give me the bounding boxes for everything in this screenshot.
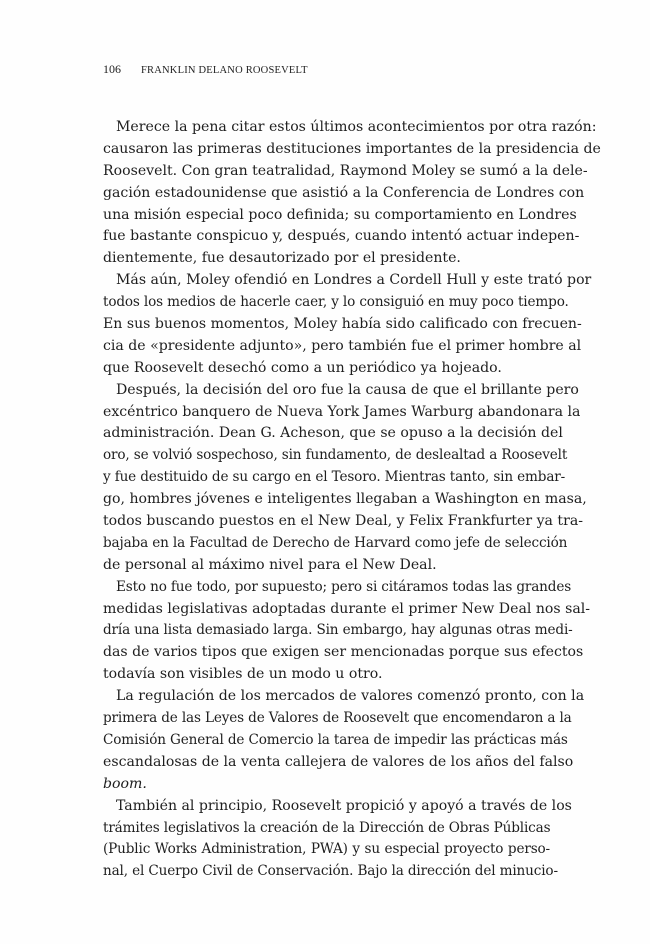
paragraph-1 bbox=[103, 117, 601, 270]
paragraph-4 bbox=[103, 577, 591, 686]
text-line: Roosevelt. Con gran teatralidad, Raymond Moley se sumó a la dele- bbox=[103, 162, 588, 179]
text-line: causaron las primeras destituciones importantes de la presidencia de bbox=[103, 140, 601, 157]
text-line: También al principio, Roosevelt propició y apoyó a través de los bbox=[116, 797, 572, 814]
text-line: de personal al máximo nivel para el New Deal. bbox=[103, 556, 437, 573]
text-line: y fue destituido de su cargo en el Tesoro. Mientras tanto, sin embar- bbox=[103, 469, 566, 486]
paragraph-2 bbox=[103, 270, 592, 379]
text-line: En sus buenos momentos, Moley había sido calificado con frecuen- bbox=[103, 316, 582, 333]
paragraph-3 bbox=[103, 380, 587, 577]
text-line: Más aún, Moley ofendió en Londres a Cordell Hull y este trató por bbox=[116, 272, 592, 289]
paragraph-5 bbox=[103, 686, 585, 795]
text-line: Merece la pena citar estos últimos acontecimientos por otra razón: bbox=[116, 119, 597, 135]
text-line: cia de «presidente adjunto», pero también fue el primer hombre al bbox=[103, 337, 582, 354]
text-line: medidas legislativas adoptadas durante el primer New Deal nos sal- bbox=[103, 600, 591, 617]
text-line: gación estadounidense que asistió a la Conferencia de Londres con bbox=[103, 184, 585, 201]
text-line: fue bastante conspicuo y, después, cuando intentó actuar indepen- bbox=[103, 228, 580, 245]
running-head bbox=[103, 60, 308, 78]
text-line: todavía son visibles de un modo u otro. bbox=[103, 666, 383, 683]
paragraph-6 bbox=[103, 796, 572, 884]
text-line: una misión especial poco definida; su comportamiento en Londres bbox=[103, 206, 577, 223]
text-line: trámites legislativos la creación de la Dirección de Obras Públicas bbox=[103, 819, 551, 836]
text-line: (Public Works Administration, PWA) y su especial proyecto perso- bbox=[103, 841, 550, 858]
text-line: todos los medios de hacerle caer, y lo consiguió en muy poco tiempo. bbox=[103, 294, 569, 311]
text-line: excéntrico banquero de Nueva York James Warburg abandonara la bbox=[103, 403, 581, 420]
text-line: escandalosas de la venta callejera de valores de los años del falso bbox=[103, 753, 574, 770]
text-line: oro, se volvió sospechoso, sin fundamento, de deslealtad a Roosevelt bbox=[103, 447, 568, 464]
text-line: que Roosevelt desechó como a un periódico ya hojeado. bbox=[103, 359, 502, 376]
text-line: Esto no fue todo, por supuesto; pero si citáramos todas las grandes bbox=[116, 578, 572, 595]
text-line-italic: boom. bbox=[103, 775, 147, 792]
text-line: primera de las Leyes de Valores de Roosevelt que encomendaron a la bbox=[103, 710, 572, 727]
text-line: bajaba en la Facultad de Derecho de Harvard como jefe de selección bbox=[103, 534, 568, 551]
text-line: dría una lista demasiado larga. Sin embargo, hay algunas otras medi- bbox=[103, 622, 573, 639]
text-line: nal, el Cuerpo Civil de Conservación. Bajo la dirección del minucio- bbox=[103, 863, 558, 880]
text-line: todos buscando puestos en el New Deal, y Felix Frankfurter ya tra- bbox=[103, 513, 583, 530]
body-text bbox=[103, 117, 601, 883]
text-line: administración. Dean G. Acheson, que se opuso a la decisión del bbox=[103, 425, 563, 442]
text-line: La regulación de los mercados de valores comenzó pronto, con la bbox=[116, 688, 585, 705]
text-line: das de varios tipos que exigen ser mencionadas porque sus efectos bbox=[103, 644, 584, 661]
text-line: go, hombres jóvenes e inteligentes llegaban a Washington en masa, bbox=[103, 491, 587, 508]
text-line: Comisión General de Comercio la tarea de impedir las prácticas más bbox=[103, 731, 568, 748]
text-line: dientemente, fue desautorizado por el presidente. bbox=[103, 250, 461, 267]
text-line: Después, la decisión del oro fue la causa de que el brillante pero bbox=[116, 381, 579, 398]
running-head-title: FRANKLIN DELANO ROOSEVELT bbox=[141, 65, 308, 76]
page-number: 106 bbox=[103, 62, 121, 76]
